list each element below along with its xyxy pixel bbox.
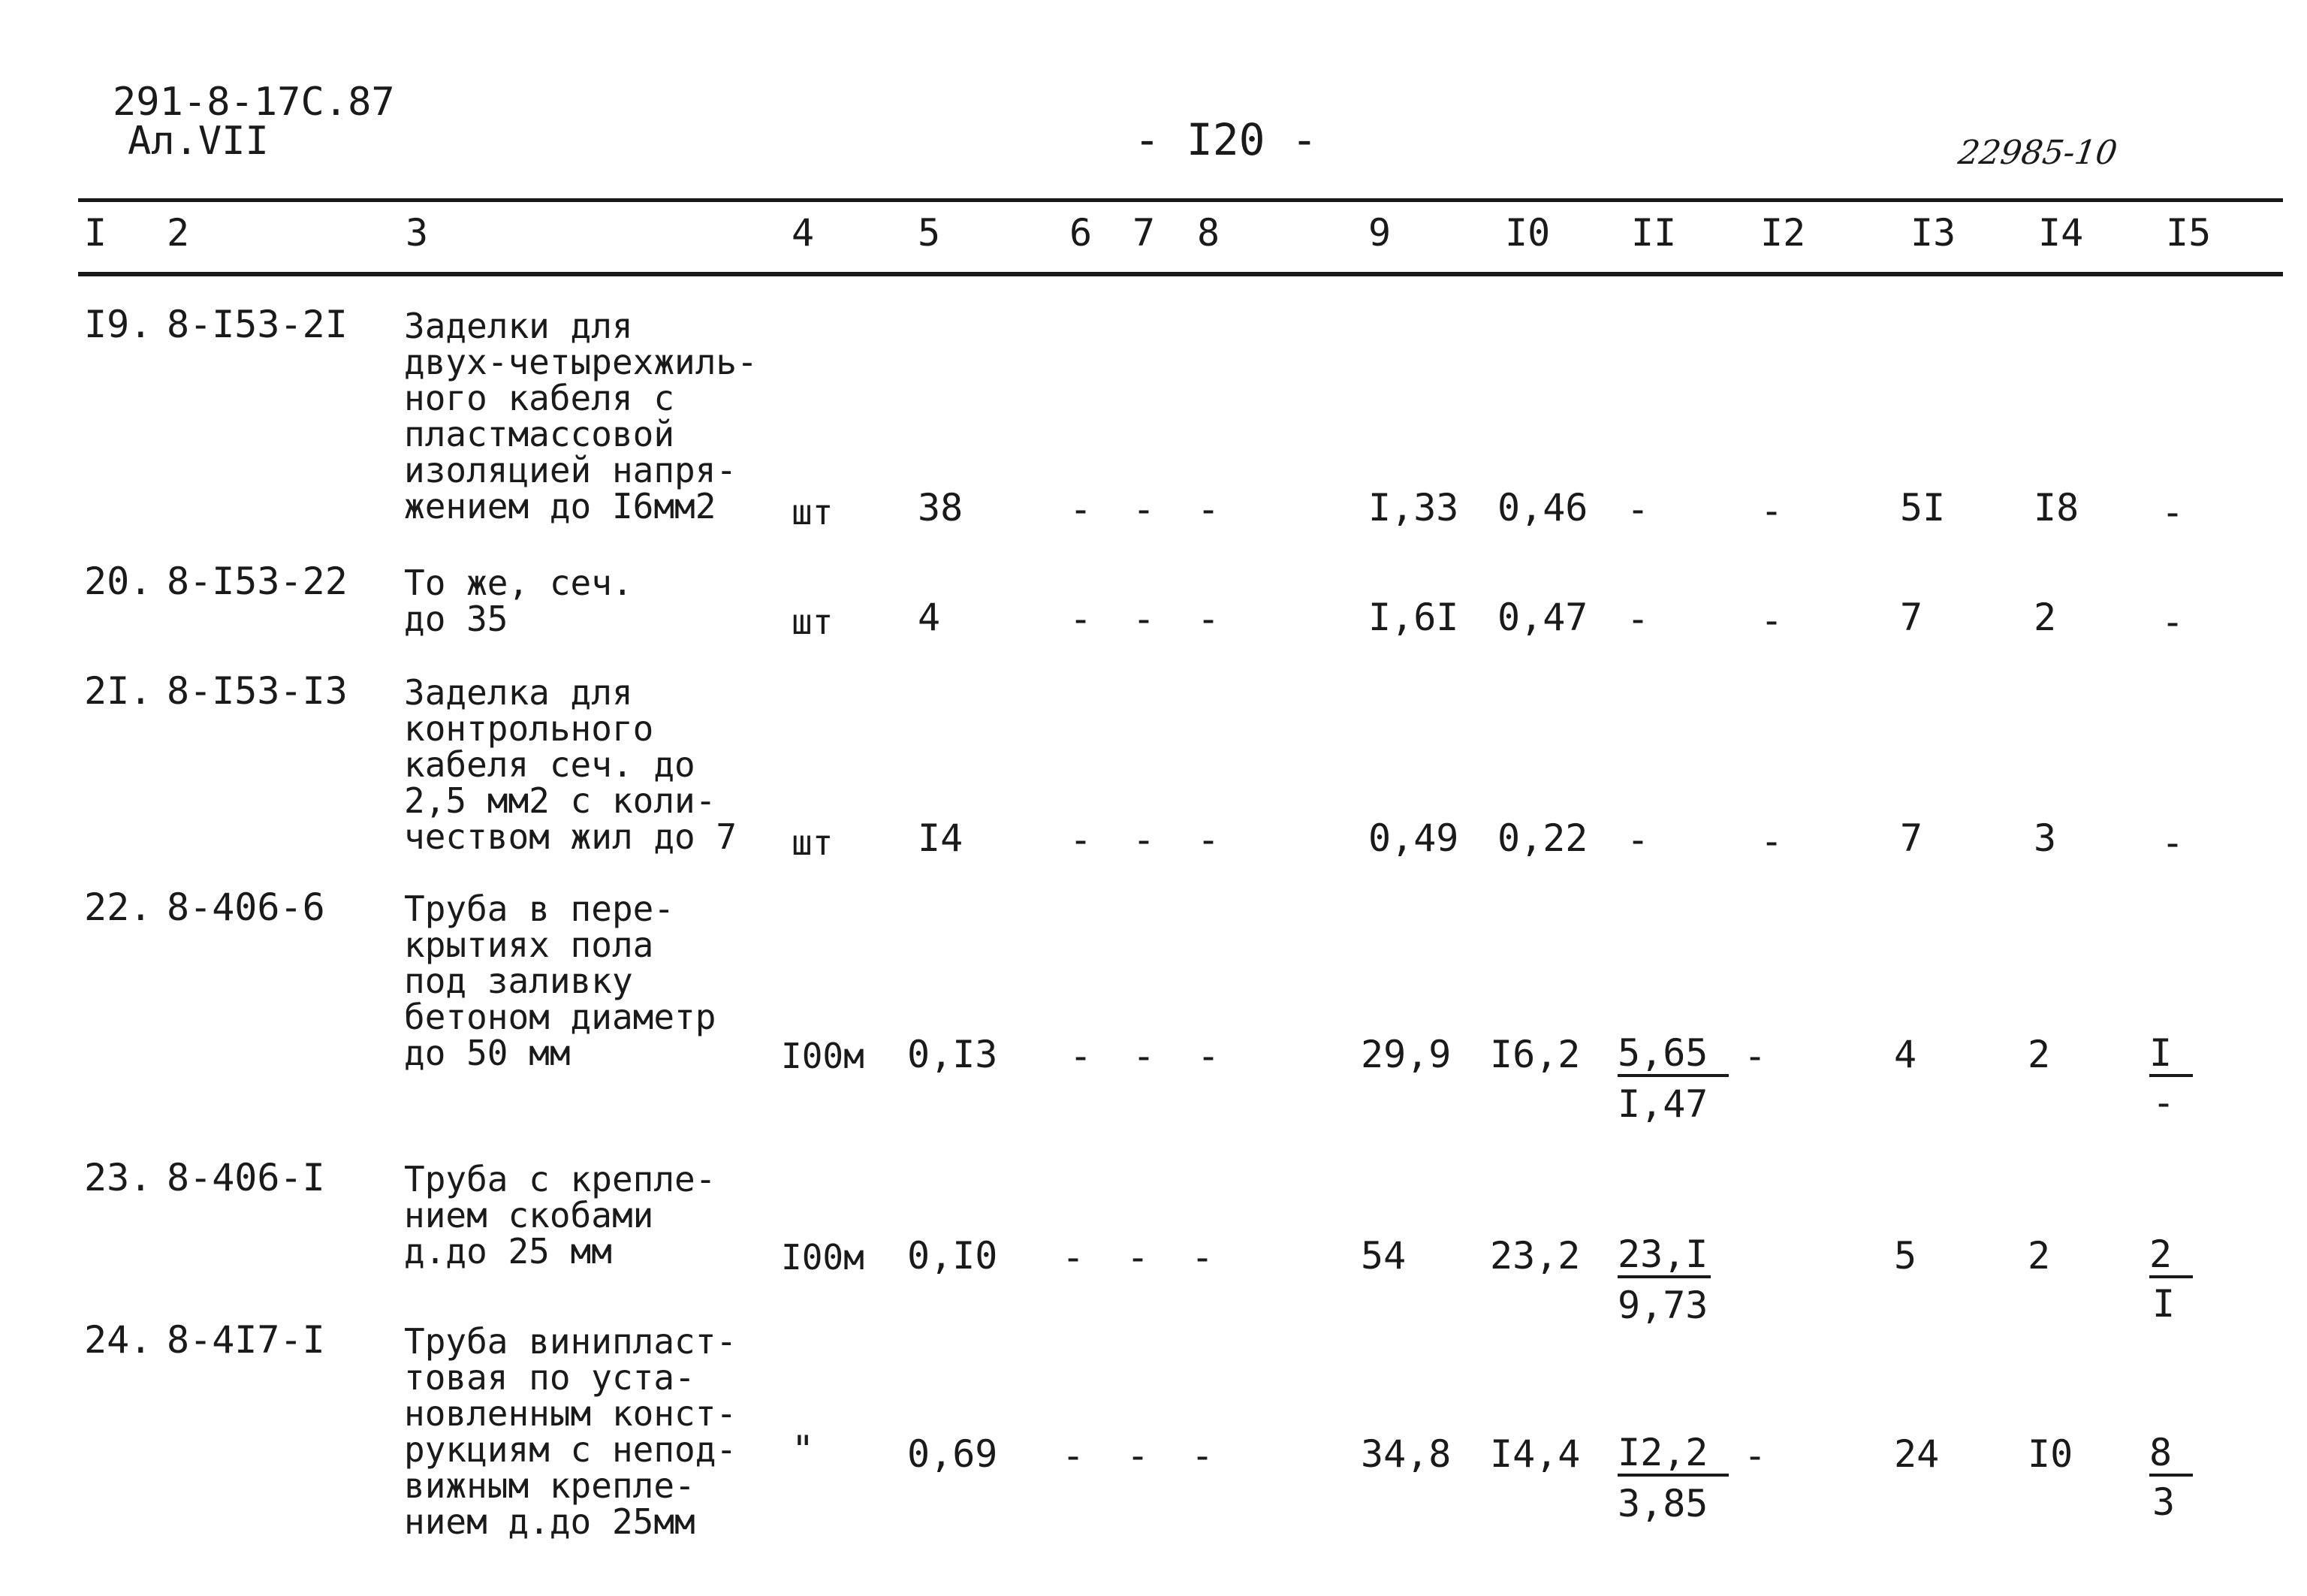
cell-col11-numerator: 5,65 (1618, 1032, 1729, 1077)
row-unit: I00м (781, 1036, 864, 1076)
cell-col6: - (1069, 487, 1093, 531)
row-number: I9. (84, 303, 152, 346)
cell-col11-denominator: 9,73 (1618, 1284, 1708, 1327)
row-unit: шт (792, 602, 834, 642)
cell-col7: - (1132, 597, 1156, 641)
row-number: 24. (84, 1318, 152, 1362)
cell-col7: - (1126, 1235, 1150, 1279)
row-number: 22. (84, 885, 152, 929)
row-code: 8-406-I (167, 1156, 325, 1199)
cell-col9: 29,9 (1361, 1033, 1452, 1076)
cell-col15-denominator: - (2152, 1081, 2176, 1124)
cell-col15-numerator: 2 (2149, 1233, 2193, 1278)
row-code: 8-I53-22 (167, 560, 348, 603)
cell-col7: - (1132, 818, 1156, 861)
column-header: 7 (1132, 211, 1156, 255)
cell-col13: 5I (1900, 486, 1946, 529)
cell-col15: - (2161, 600, 2185, 644)
cell-col8: - (1191, 1434, 1214, 1477)
cell-col14: 2 (2028, 1033, 2051, 1076)
column-header: 8 (1197, 211, 1220, 255)
document-code: 291-8-17С.87 (113, 80, 395, 125)
cell-col13: 7 (1900, 596, 1923, 639)
handwritten-reference: 22985-10 (1956, 134, 2120, 172)
row-quantity: 38 (918, 486, 964, 529)
row-code: 8-4I7-I (167, 1318, 325, 1362)
row-number: 23. (84, 1156, 152, 1199)
cell-col6: - (1069, 597, 1093, 641)
row-quantity: 0,I0 (907, 1234, 998, 1278)
row-description: Труба в пере- крытиях пола под заливку бетоном диаметр до 50 мм (404, 889, 716, 1073)
cell-col12: - (1760, 489, 1784, 533)
cell-col15-denominator: 3 (2152, 1480, 2176, 1524)
cell-col9: 0,49 (1368, 816, 1459, 860)
cell-col9: I,33 (1368, 486, 1459, 529)
header-top-rule (78, 198, 2283, 202)
cell-col11-denominator: 3,85 (1618, 1482, 1708, 1525)
cell-col12: - (1744, 1434, 1767, 1477)
header-bottom-rule (78, 272, 2283, 276)
column-header: 2 (167, 211, 190, 255)
row-description: Заделки для двух-четырехжиль- ного кабеля с пластмассовой изоляцией напря- жением до I6мм2 (404, 306, 758, 526)
cell-col10: 0,47 (1497, 596, 1588, 639)
cell-col15: - (2161, 821, 2185, 864)
cell-col8: - (1197, 818, 1220, 861)
cell-col9: 54 (1361, 1234, 1407, 1278)
row-description: Заделка для контрольного кабеля сеч. до 2,5 мм2 с коли- чеством жил до 7 (404, 672, 737, 857)
cell-col7: - (1132, 487, 1156, 531)
cell-col9: 34,8 (1361, 1432, 1452, 1476)
column-header: 4 (792, 211, 815, 255)
cell-col15-denominator: I (2152, 1282, 2176, 1326)
column-header: 3 (406, 211, 429, 255)
row-quantity: 4 (918, 596, 941, 639)
cell-col8: - (1191, 1235, 1214, 1279)
row-code: 8-I53-I3 (167, 669, 348, 713)
cell-col6: - (1069, 1034, 1093, 1078)
cell-col10: I4,4 (1490, 1432, 1581, 1476)
row-description: То же, сеч. до 35 (404, 563, 633, 639)
row-code: 8-406-6 (167, 885, 325, 929)
row-description: Труба с крепле- нием скобами д.до 25 мм (404, 1159, 716, 1272)
column-header: II (1631, 211, 1677, 255)
row-quantity: 0,69 (907, 1432, 998, 1476)
cell-col6: - (1062, 1434, 1085, 1477)
cell-col10: I6,2 (1490, 1033, 1581, 1076)
album-number: Ал.VII (128, 119, 269, 164)
column-header: I (84, 211, 107, 255)
cell-col14: 2 (2028, 1234, 2051, 1278)
cell-col13: 24 (1894, 1432, 1940, 1476)
cell-col7: - (1132, 1034, 1156, 1078)
cell-col11-numerator: I2,2 (1618, 1432, 1729, 1477)
cell-col8: - (1197, 487, 1220, 531)
column-header: I4 (2038, 211, 2084, 255)
row-code: 8-I53-2I (167, 303, 348, 346)
cell-col6: - (1069, 818, 1093, 861)
cell-col11: - (1627, 597, 1650, 641)
cell-col10: 23,2 (1490, 1234, 1581, 1278)
row-quantity: 0,I3 (907, 1033, 998, 1076)
cell-col14: I8 (2034, 486, 2079, 529)
cell-col13: 5 (1894, 1234, 1917, 1278)
cell-col14: 2 (2034, 596, 2057, 639)
cell-col7: - (1126, 1434, 1150, 1477)
column-header: I2 (1760, 211, 1806, 255)
cell-col13: 4 (1894, 1033, 1917, 1076)
row-unit: " (792, 1428, 815, 1471)
row-unit: I00м (781, 1237, 864, 1278)
cell-col11: - (1627, 487, 1650, 531)
column-header: 9 (1368, 211, 1392, 255)
cell-col10: 0,46 (1497, 486, 1588, 529)
row-quantity: I4 (918, 816, 964, 860)
cell-col15: - (2161, 490, 2185, 534)
column-header: I0 (1505, 211, 1551, 255)
row-description: Труба винипласт- товая по уста- новленным конст- рукциям с непод- вижным крепле- нием д.до 25мм (404, 1321, 737, 1542)
cell-col12: - (1760, 819, 1784, 863)
cell-col13: 7 (1900, 816, 1923, 860)
cell-col14: 3 (2034, 816, 2057, 860)
cell-col12: - (1760, 599, 1784, 642)
cell-col8: - (1197, 597, 1220, 641)
cell-col6: - (1062, 1235, 1085, 1279)
row-unit: шт (792, 492, 834, 533)
row-number: 2I. (84, 669, 152, 713)
cell-col9: I,6I (1368, 596, 1459, 639)
page-number: - I20 - (1134, 114, 1318, 165)
cell-col11-numerator: 23,I (1618, 1233, 1711, 1278)
cell-col14: I0 (2028, 1432, 2073, 1476)
column-header: 5 (918, 211, 941, 255)
cell-col11-denominator: I,47 (1618, 1082, 1708, 1126)
row-unit: шт (792, 822, 834, 863)
cell-col15-numerator: I (2149, 1032, 2193, 1077)
cell-col15-numerator: 8 (2149, 1432, 2193, 1477)
cell-col11: - (1627, 818, 1650, 861)
column-header: I5 (2166, 211, 2212, 255)
cell-col10: 0,22 (1497, 816, 1588, 860)
row-number: 20. (84, 560, 152, 603)
column-header: I3 (1910, 211, 1956, 255)
cell-col12: - (1744, 1034, 1767, 1078)
column-header: 6 (1069, 211, 1093, 255)
cell-col8: - (1197, 1034, 1220, 1078)
